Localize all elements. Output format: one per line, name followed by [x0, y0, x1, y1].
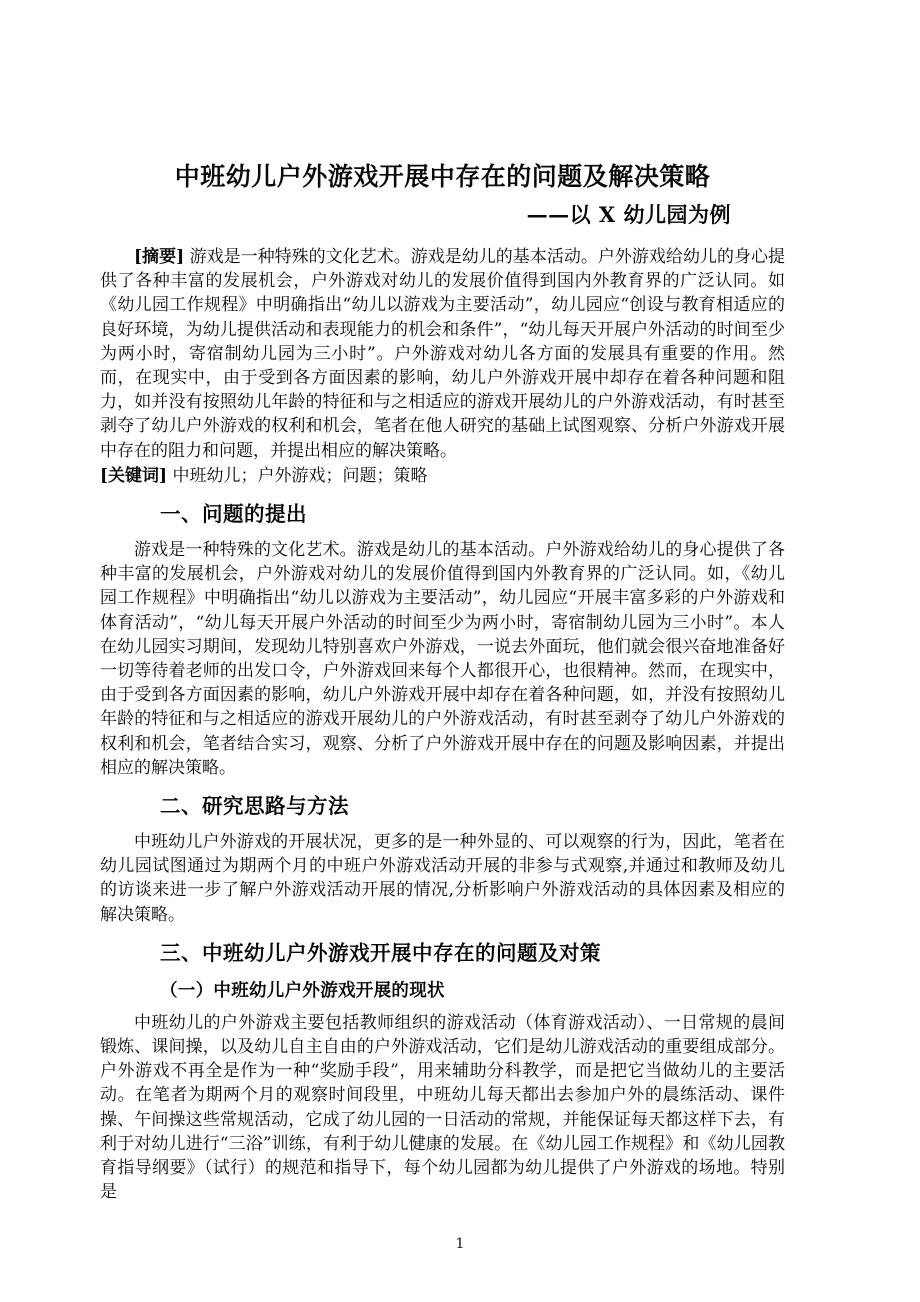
- abstract-label: [摘要]: [134, 247, 185, 267]
- section-3-paragraph-1: 中班幼儿的户外游戏主要包括教师组织的游戏活动（体育游戏活动）、一日常规的晨间锻炼、课间操，以及幼儿自主自由的户外游戏活动，它们是幼儿游戏活动的重要组成部分。户外游戏不再全是作为一种“奖励手段”，用来辅助分科教学，而是把它当做幼儿的主要活动。在笔者为期两个月的观察时间段里，中班幼儿每天都出去参加户外的晨练活动、课件操、午间操这些常规活动，它成了幼儿园的一日活动的常规，并能保证每天都这样下去，有利于对幼儿进行“三浴”训练，有利于幼儿健康的发展。在《幼儿园工作规程》和《幼儿园教育指导纲要》（试行）的规范和指导下，每个幼儿园都为幼儿提供了户外游戏的场地。特别是: [100, 1012, 785, 1203]
- abstract-text: 游戏是一种特殊的文化艺术。游戏是幼儿的基本活动。户外游戏给幼儿的身心提供了各种丰富的发展机会，户外游戏对幼儿的发展价值得到国内外教育界的广泛认同。如《幼儿园工作规程》中明确指出“幼儿以游戏为主要活动”，幼儿园应“创设与教育相适应的良好环境，为幼儿提供活动和表现能力的机会和条件”，“幼儿每天开展户外活动的时间至少为两小时，寄宿制幼儿园为三小时”。户外游戏对幼儿各方面的发展具有重要的作用。然而，在现实中，由于受到各方面因素的影响，幼儿户外游戏开展中却存在着各种问题和阻力，如并没有按照幼儿年龄的特征和与之相适应的游戏开展幼儿的户外游戏活动，有时甚至剥夺了幼儿户外游戏的权利和机会，笔者在他人研究的基础上试图观察、分析户外游戏开展中存在的阻力和问题，并提出相应的解决策略。: [100, 247, 786, 461]
- section-heading-1: 一、问题的提出: [160, 502, 307, 527]
- keywords-label: [关键词]: [100, 465, 168, 486]
- page-subtitle: ——以 X 幼儿园为例: [526, 202, 731, 227]
- section-heading-2: 二、研究思路与方法: [160, 794, 349, 819]
- section-1-paragraph-1: 游戏是一种特殊的文化艺术。游戏是幼儿的基本活动。户外游戏给幼儿的身心提供了各种丰富的发展机会，户外游戏对幼儿的发展价值得到国内外教育界的广泛认同。如，《幼儿园工作规程》中明确指出“幼儿以游戏为主要活动”，幼儿园应“开展丰富多彩的户外游戏和体育活动”，“幼儿每天开展户外活动的时间至少为两小时，寄宿制幼儿园为三小时”。本人在幼儿园实习期间，发现幼儿特别喜欢户外游戏，一说去外面玩，他们就会很兴奋地准备好一切等待着老师的出发口令，户外游戏回来每个人都很开心，也很精神。然而，在现实中，由于受到各方面因素的影响，幼儿户外游戏开展中却存在着各种问题，如，并没有按照幼儿年龄的特征和与之相适应的游戏开展幼儿的户外游戏活动，有时甚至剥夺了幼儿户外游戏的权利和机会，笔者结合实习，观察、分析了户外游戏开展中存在的问题及影响因素，并提出相应的解决策略。: [100, 540, 785, 778]
- page-title: 中班幼儿户外游戏开展中存在的问题及解决策略: [174, 162, 711, 191]
- section-heading-3: 三、中班幼儿户外游戏开展中存在的问题及对策: [160, 940, 601, 965]
- page-number: 1: [455, 1236, 465, 1252]
- section-2-paragraph-1: 中班幼儿户外游戏的开展状况，更多的是一种外显的、可以观察的行为，因此，笔者在幼儿园试图通过为期两个月的中班户外游戏活动开展的非参与式观察,并通过和教师及幼儿的访谈来进一步了解户外游戏活动开展的情况,分析影响户外游戏活动的具体因素及相应的解决策略。: [100, 832, 785, 925]
- abstract-paragraph: [100, 231, 785, 463]
- section-3-subheading-1: （一）中班幼儿户外游戏开展的现状: [160, 980, 445, 1001]
- keywords-paragraph: [100, 463, 785, 488]
- document-content: [100, 0, 785, 1205]
- keywords-text: 中班幼儿；户外游戏；问题；策略: [172, 465, 428, 486]
